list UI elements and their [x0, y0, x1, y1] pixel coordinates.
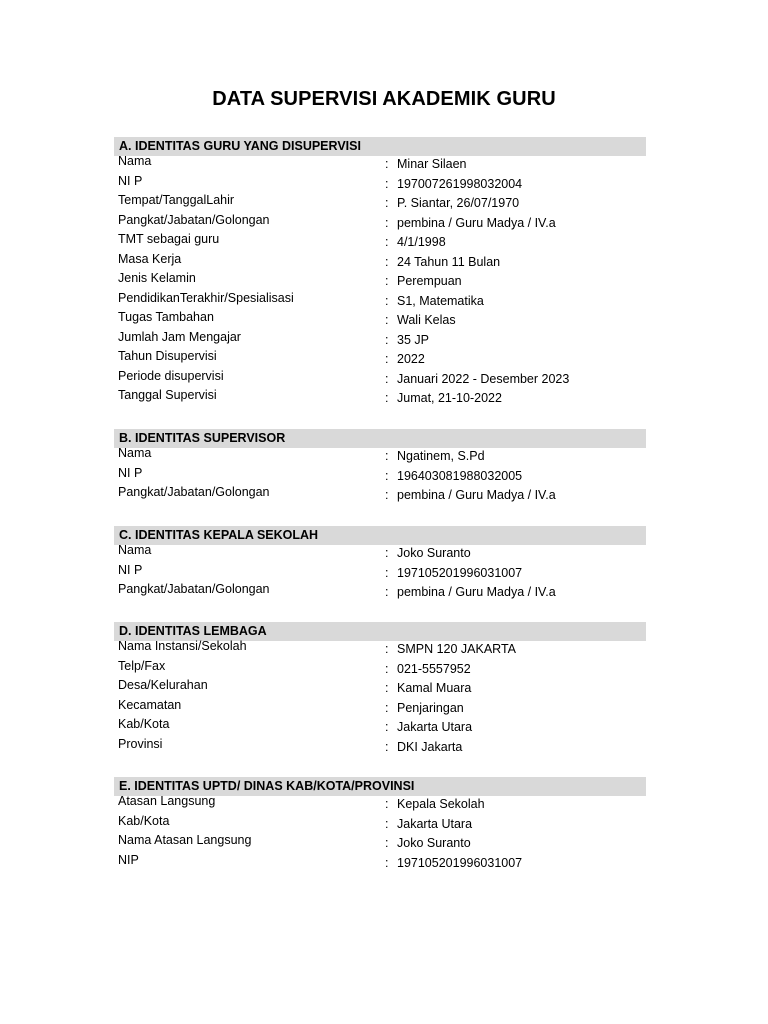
field-value: Jumat, 21-10-2022 — [397, 391, 502, 405]
field-value: Penjaringan — [397, 700, 464, 715]
field-colon: : — [385, 157, 389, 171]
field-colon: : — [385, 371, 389, 386]
section-header: C. IDENTITAS KEPALA SEKOLAH — [114, 526, 646, 545]
section-identitas-kepala-sekolah — [114, 526, 646, 604]
field-label: Telp/Fax — [118, 658, 166, 673]
section-identitas-guru — [114, 137, 646, 410]
field-value: Januari 2022 - Desember 2023 — [397, 371, 570, 386]
field-value: 197105201996031007 — [397, 855, 523, 870]
field-label: Jenis Kelamin — [118, 271, 196, 285]
field-value: 4/1/1998 — [397, 235, 446, 249]
field-colon: : — [385, 313, 389, 327]
field-colon: : — [385, 391, 389, 405]
field-colon: : — [385, 254, 389, 269]
field-row — [114, 796, 646, 816]
field-value: Kamal Muara — [397, 681, 472, 695]
field-value: Minar Silaen — [397, 157, 467, 171]
field-colon: : — [385, 681, 389, 695]
field-colon: : — [385, 196, 389, 210]
field-colon: : — [385, 700, 389, 715]
field-colon: : — [385, 215, 389, 230]
field-label: Tahun Disupervisi — [118, 349, 217, 363]
field-value: Perempuan — [397, 274, 462, 288]
field-value: Ngatinem, S.Pd — [397, 449, 485, 463]
field-row — [114, 835, 646, 855]
field-colon: : — [385, 468, 389, 483]
field-label: Periode disupervisi — [118, 368, 224, 383]
field-label: Atasan Langsung — [118, 794, 216, 808]
field-colon: : — [385, 797, 389, 811]
field-value: SMPN 120 JAKARTA — [397, 642, 517, 656]
field-row — [114, 234, 646, 254]
field-value: P. Siantar, 26/07/1970 — [397, 196, 520, 210]
field-colon: : — [385, 661, 389, 676]
field-colon: : — [385, 739, 389, 754]
field-value: pembina / Guru Madya / IV.a — [397, 585, 556, 599]
field-value: Wali Kelas — [397, 313, 456, 327]
field-label: NIP — [118, 852, 139, 867]
field-colon: : — [385, 332, 389, 347]
field-value: pembina / Guru Madya / IV.a — [397, 215, 556, 230]
field-colon: : — [385, 565, 389, 580]
field-value: pembina / Guru Madya / IV.a — [397, 488, 556, 502]
section-header: B. IDENTITAS SUPERVISOR — [114, 429, 646, 448]
section-identitas-lembaga — [114, 622, 646, 758]
field-colon: : — [385, 293, 389, 308]
field-row — [114, 697, 646, 720]
field-value: Jakarta Utara — [397, 720, 473, 734]
field-value: DKI Jakarta — [397, 739, 463, 754]
field-label: Kecamatan — [118, 697, 182, 712]
field-row — [114, 448, 646, 468]
field-colon: : — [385, 546, 389, 560]
field-row — [114, 719, 646, 739]
field-row — [114, 390, 646, 410]
field-value: S1, Matematika — [397, 293, 484, 308]
field-label: NI P — [118, 173, 143, 188]
field-value: 35 JP — [397, 332, 429, 347]
field-label: Nama Atasan Langsung — [118, 833, 252, 847]
field-colon: : — [385, 720, 389, 734]
field-colon: : — [385, 585, 389, 599]
field-label: Desa/Kelurahan — [118, 678, 208, 692]
section-identitas-supervisor — [114, 429, 646, 507]
field-label: Nama Instansi/Sekolah — [118, 639, 247, 653]
field-label: Tanggal Supervisi — [118, 388, 217, 402]
section-identitas-uptd-dinas — [114, 777, 646, 874]
document-title: DATA SUPERVISI AKADEMIK GURU — [212, 88, 556, 110]
section-header: A. IDENTITAS GURU YANG DISUPERVISI — [114, 137, 646, 156]
field-value: 021-5557952 — [397, 661, 471, 676]
field-label: NI P — [118, 562, 143, 577]
field-value: 24 Tahun 11 Bulan — [397, 254, 501, 269]
field-row — [114, 545, 646, 565]
field-colon: : — [385, 352, 389, 366]
field-colon: : — [385, 176, 389, 191]
field-row — [114, 584, 646, 604]
field-label: Pangkat/Jabatan/Golongan — [118, 212, 270, 227]
field-label: Nama — [118, 446, 152, 460]
field-label: NI P — [118, 465, 143, 480]
field-value: Kepala Sekolah — [397, 797, 485, 811]
field-value: Joko Suranto — [397, 836, 471, 850]
field-label: Pangkat/Jabatan/Golongan — [118, 582, 270, 596]
section-header: E. IDENTITAS UPTD/ DINAS KAB/KOTA/PROVINSI — [114, 777, 646, 796]
field-label: Tempat/TanggalLahir — [118, 193, 235, 207]
field-label: Masa Kerja — [118, 251, 182, 266]
field-value: Joko Suranto — [397, 546, 471, 560]
field-value: 197105201996031007 — [397, 565, 523, 580]
field-label: Nama — [118, 154, 152, 168]
field-label: Provinsi — [118, 736, 163, 751]
field-value: 197007261998032004 — [397, 176, 523, 191]
field-row — [114, 680, 646, 700]
field-colon: : — [385, 816, 389, 831]
field-label: Pangkat/Jabatan/Golongan — [118, 485, 270, 499]
field-row — [114, 736, 646, 759]
field-label: Nama — [118, 543, 152, 557]
field-colon: : — [385, 855, 389, 870]
field-colon: : — [385, 274, 389, 288]
field-row — [114, 156, 646, 176]
field-value: 196403081988032005 — [397, 468, 523, 483]
field-label: TMT sebagai guru — [118, 232, 220, 246]
field-value: Jakarta Utara — [397, 816, 473, 831]
field-row — [114, 641, 646, 661]
field-row — [114, 852, 646, 875]
field-label: PendidikanTerakhir/Spesialisasi — [118, 290, 294, 305]
field-colon: : — [385, 235, 389, 249]
field-row — [114, 487, 646, 507]
field-colon: : — [385, 642, 389, 656]
section-header: D. IDENTITAS LEMBAGA — [114, 622, 646, 641]
field-label: Jumlah Jam Mengajar — [118, 329, 241, 344]
field-label: Kab/Kota — [118, 813, 170, 828]
field-colon: : — [385, 836, 389, 850]
field-label: Kab/Kota — [118, 717, 170, 731]
field-value: 2022 — [397, 352, 425, 366]
field-colon: : — [385, 488, 389, 502]
field-colon: : — [385, 449, 389, 463]
field-label: Tugas Tambahan — [118, 310, 214, 324]
